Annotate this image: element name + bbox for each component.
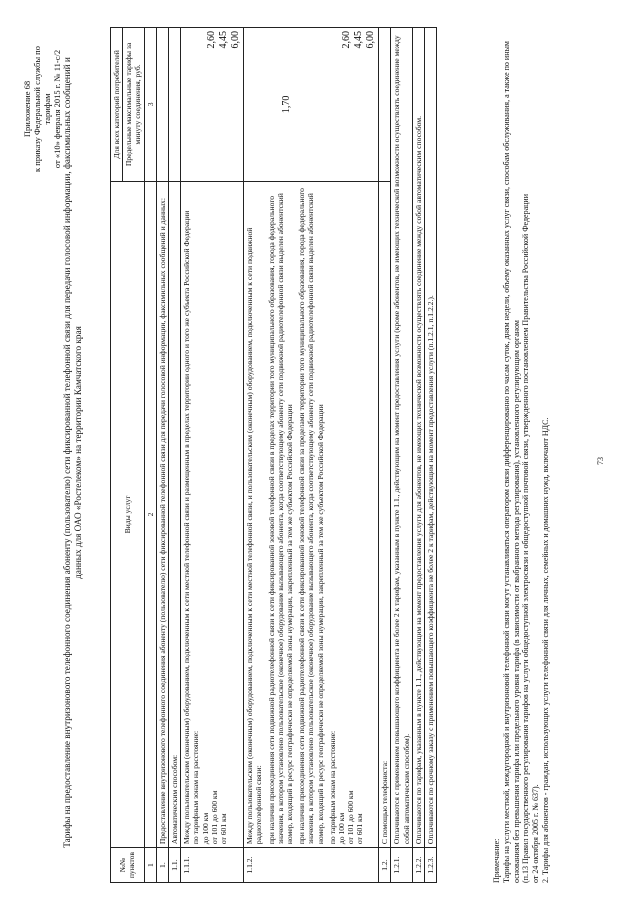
row-num: 1.2.: [379, 848, 391, 883]
row-num: 1.1.1.: [181, 848, 244, 883]
row-112-sub-b: при наличии присоединения сети подвижной радиотелефонной связи к сети фиксированной зоновой телефонной связи за пределами территории того муниципального образования, города федерального значения, в котором установлено пользовательское (оконечное) оборудование вызывающего абонента, когда соответствующему абоненту сети подвижной радиотелефонной связи выделен абонентский номер, входящий в ресурс географически не определяемой зоны нумерации, закрепленный за тем же субъектом Российской Федерации: [297, 188, 325, 845]
row-text: Оплачиваются по тарифам, указанным в пункте 1.1., действующим на момент предоставления услуги для абонентов, не имеющих технической возможности осуществлять соединение между собой автоматическим способом.: [412, 28, 424, 848]
notes-label: Примечание:: [492, 838, 501, 883]
row-num: 1.1.2.: [244, 848, 379, 883]
row-num: 1.2.3.: [425, 848, 437, 883]
appendix-number: Приложение 68: [22, 80, 32, 138]
title-line-2: данных для ОАО «Ростелеком» на территории Камчатского края: [73, 326, 83, 579]
row-text: Оплачиваются по срочному заказу с применением повышающего коэффициента не более 2 к тарифам, действующим на момент предоставления услуги (п.1.2.1, п.1.2.2.).: [425, 28, 437, 848]
column-number-row: [144, 28, 156, 883]
zone-value: 6,00: [365, 31, 377, 49]
row-text: Оплачиваются с применением повышающего коэффициента не более 2 к тарифам, указанным в пункте 1.1., действующим на момент предоставления услуги (кроме абонентов, не имеющих технической возможности осуществлять соединение между собой автоматическим способом).: [391, 28, 412, 848]
tariff-table: [110, 27, 437, 883]
sub-a-value: 1,70: [281, 95, 293, 114]
order-date: от «10» февраля 2015 г. № 11-с/2: [52, 49, 62, 169]
zone-label: от 101 до 600 км: [346, 790, 356, 845]
table-row: [391, 28, 412, 883]
note-2: 2. Тарифы для абонентов - граждан, использующих услуги телефонной связи для личных, семейных и домашних нужд, включают НДС.: [540, 417, 550, 883]
zone-label: до 100 км: [337, 812, 347, 845]
zone-label: до 100 км: [200, 812, 210, 845]
order-reference: к приказу Федеральной службы по тарифам: [32, 46, 52, 172]
page-number: 73: [596, 457, 605, 465]
zones-label: по тарифным зонам на расстояние:: [191, 730, 201, 845]
table-row: [156, 28, 168, 883]
table-row: [181, 28, 244, 883]
zone-value: 4,45: [353, 31, 365, 49]
title-line-1: Тарифы на предоставление внутризонового телефонного соединения абоненту (пользователю) сети фиксированной телефонной связи для передачи голосовой информации, факсимильных сообщений и: [62, 57, 72, 848]
document-header: [22, 34, 62, 184]
document-title: [62, 40, 84, 865]
table-header-row: [111, 28, 123, 883]
note-1-date: от 24 октября 2005 г. № 637).: [531, 784, 541, 883]
zone-value: 4,45: [218, 31, 230, 49]
row-value: [156, 28, 168, 182]
table-row: [169, 28, 181, 883]
row-text: Предоставление внутризонового телефонного соединения абоненту (пользователю) сети фиксированной телефонной связи для передачи голосовой информации, факсимильных сообщений и данных:: [156, 181, 168, 847]
header-max-tariff: Предельные максимальные тарифы за минуту соединения, руб.: [123, 28, 144, 182]
row-num: 1.1.: [169, 848, 181, 883]
row-value: [244, 28, 379, 182]
row-112-sub-a: при наличии присоединения сети подвижной радиотелефонной связи к сети фиксированной зоновой телефонной связи в пределах территории того муниципального образования, города федерального значения, в котором установлено пользовательское (оконечное) оборудование вызывающего абонента, когда соответствующему абоненту сети подвижной радиотелефонной связи выделен абонентский номер, входящий в ресурс географически не определяемой зоны нумерации, закрепленный за тем же субъектом Российской Федерации: [266, 193, 295, 845]
row-value: [181, 28, 244, 182]
table-row: [425, 28, 437, 883]
note-1: Тарифы на услуги местной, междугородной и внутризоновой телефонной связи могут устанавливаться оператором связи дифференцированно по часам суток, дням недели, объему оказанных услуг связи, способам обслуживания, а также по иным основаниям без превышения тарифа или предельного уровня тарифа (в зависимости от выбранного метода регулирования), установленного регулирующим органом: [501, 41, 521, 883]
table-row: [412, 28, 424, 883]
row-text: [181, 181, 244, 847]
row-text: [244, 181, 379, 847]
notes-section: [492, 27, 551, 883]
zone-label: от 101 до 600 км: [209, 790, 219, 845]
colnum-2: 2: [144, 181, 156, 847]
row-text: Автоматическим способом:: [169, 181, 181, 847]
table-row: [244, 28, 379, 883]
row-text: С помощью телефониста:: [379, 181, 391, 847]
row-112-description: Между пользовательским (оконечным) оборудованием, подключенным к сети местной телефонной связи, и пользовательским (оконечным) оборудованием, подключенным к сети подвижной радиотелефонной связи:: [245, 227, 264, 845]
colnum-3: 3: [144, 28, 156, 182]
row-num: 1.2.1.: [391, 848, 412, 883]
row-num: 1.2.2.: [412, 848, 424, 883]
row-value: [379, 28, 391, 182]
zone-value: 2,60: [341, 31, 353, 49]
table-row: [379, 28, 391, 883]
zone-label: от 601 км: [219, 813, 229, 845]
zone-value: 2,60: [206, 31, 218, 49]
zone-value: 6,00: [230, 31, 242, 49]
zones-label: по тарифным зонам на расстояние:: [327, 730, 337, 845]
row-num: 1.: [156, 848, 168, 883]
header-all-categories: Для всех категорий потребителей: [111, 28, 123, 182]
header-num: №№ пунктов: [111, 848, 145, 883]
row-value: [169, 28, 181, 182]
header-service: Виды услуг: [111, 181, 145, 847]
zone-label: от 601 км: [355, 813, 365, 845]
row-111-description: Между пользовательским (оконечным) оборудованием, подключенным к сети местной телефонной связи и размещенным в пределах территории одного и того же субъекта Российской Федерации: [182, 210, 192, 845]
note-1-reference: (п.13 Правил государственного регулирования тарифов на услуги общедоступной электросвязи и общедоступной почтовой связи, утвержденного постановлением Правительства Российской Федерации: [521, 194, 531, 883]
colnum-1: 1: [144, 848, 156, 883]
